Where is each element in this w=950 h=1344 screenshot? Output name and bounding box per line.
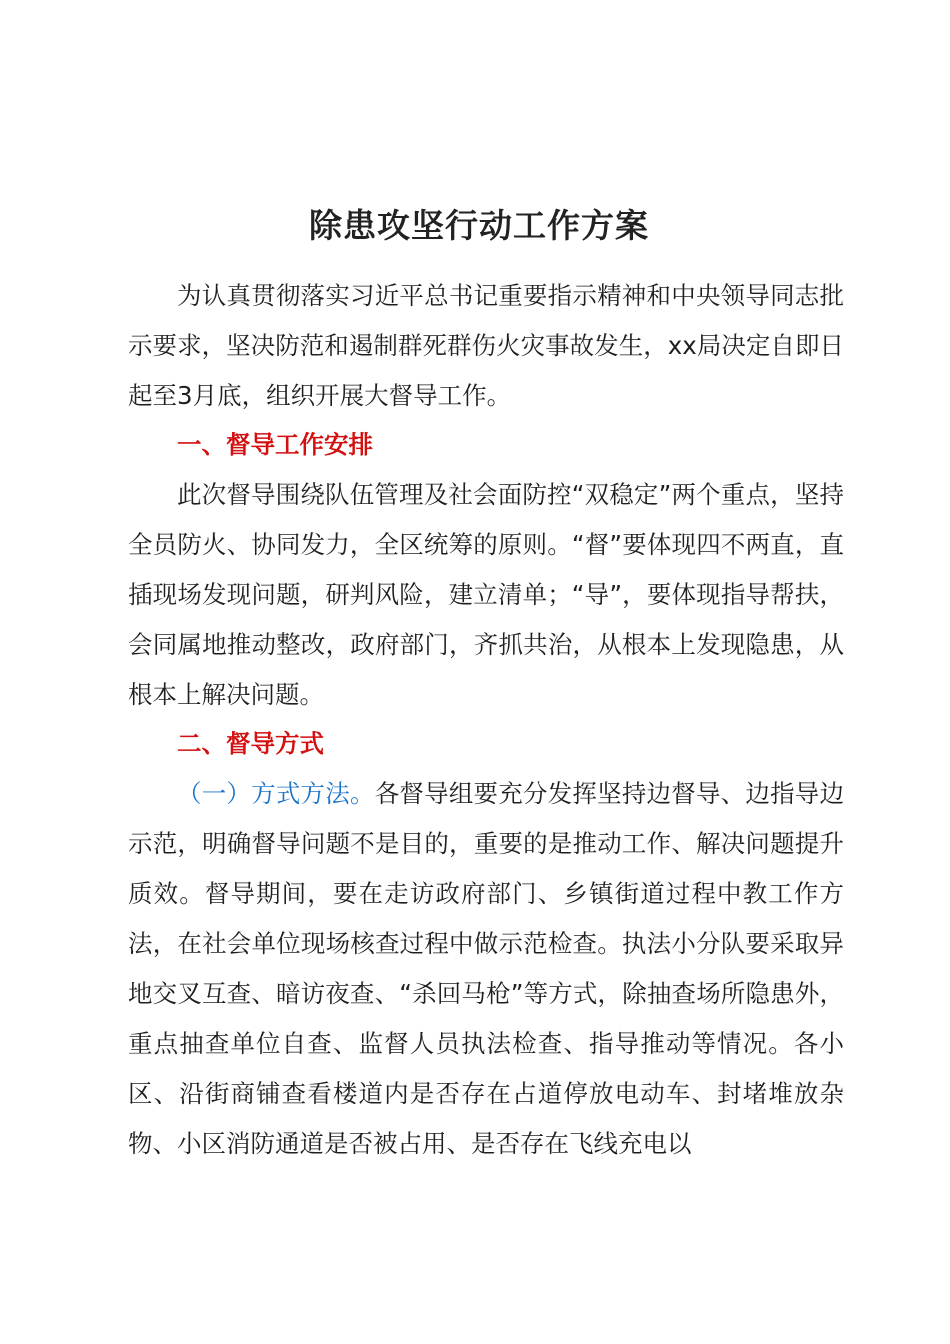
- methods-body-text: 各督导组要充分发挥坚持边督导、边指导边示范，明确督导问题不是目的，重要的是推动工作、解决问题提升质效。督导期间，要在走访政府部门、乡镇街道过程中教工作方法，在社会单位现场核查过程中做示范检查。执法小分队要采取异地交叉互查、暗访夜查、“杀回马枪”等方式，除抽查场所隐患外，重点抽查单位自查、监督人员执法检查、指导推动等情况。各小区、沿街商铺查看楼道内是否存在占道停放电动车、封堵堆放杂物、小区消防通道是否被占用、是否存在飞线充电以: [128, 779, 845, 1158]
- section-heading-methods: 二、督导方式: [177, 729, 324, 758]
- methods-paragraph: [128, 769, 844, 1169]
- section-heading-arrangement: 一、督导工作安排: [177, 430, 373, 459]
- subsection-heading-methods: （一）方式方法。: [177, 779, 375, 808]
- document-title: 除患攻坚行动工作方案: [309, 206, 649, 245]
- intro-paragraph: 为认真贯彻落实习近平总书记重要指示精神和中央领导同志批示要求，坚决防范和遏制群死群伤火灾事故发生，xx局决定自即日起至3月底，组织开展大督导工作。: [128, 281, 844, 410]
- arrangement-paragraph: 此次督导围绕队伍管理及社会面防控“双稳定”两个重点，坚持全员防火、协同发力，全区统筹的原则。“督”要体现四不两直，直插现场发现问题，研判风险，建立清单；“导”，要体现指导帮扶，会同属地推动整改，政府部门，齐抓共治，从根本上发现隐患，从根本上解决问题。: [128, 480, 844, 709]
